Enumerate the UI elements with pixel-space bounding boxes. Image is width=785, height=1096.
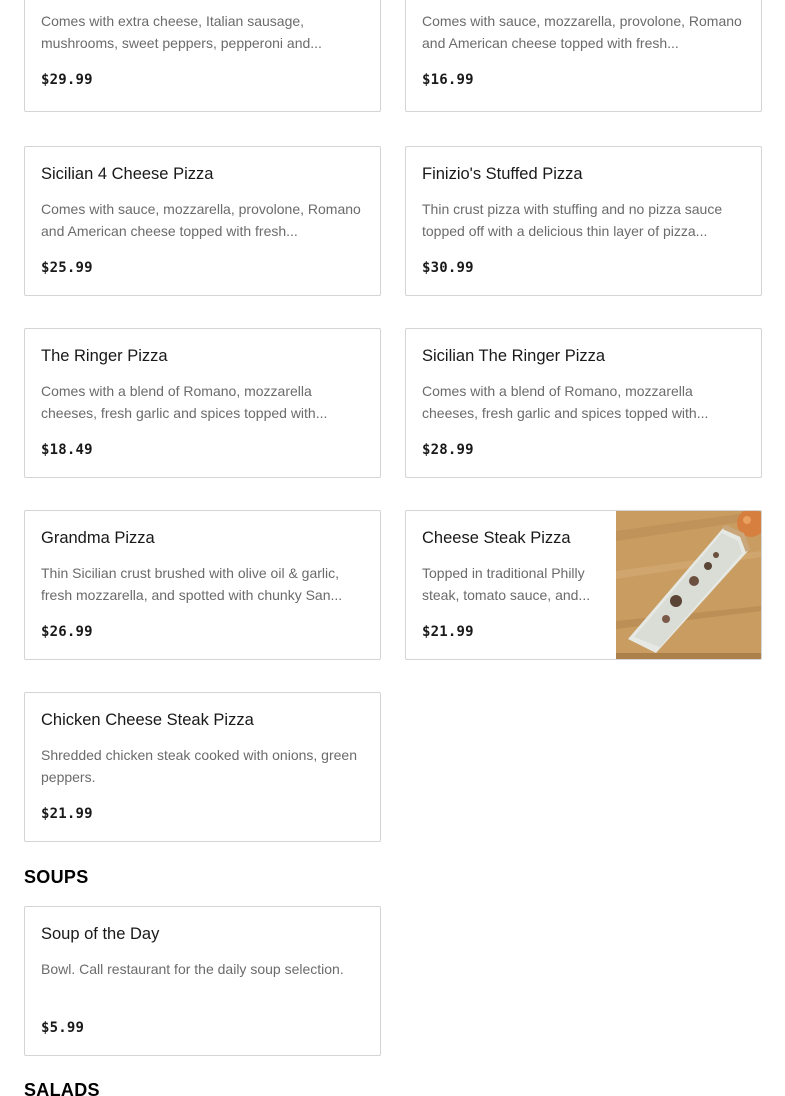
- menu-item-name: The Ringer Pizza: [41, 347, 168, 365]
- menu-item-photo: [616, 511, 761, 659]
- menu-item-card[interactable]: [405, 146, 762, 296]
- menu-item-card[interactable]: [24, 146, 381, 296]
- menu-item-name: Chicken Cheese Steak Pizza: [41, 711, 254, 729]
- pizza-slice-image: [616, 511, 761, 660]
- menu-item-text: [41, 0, 364, 111]
- menu-item-description: Comes with extra cheese, Italian sausage, mushrooms, sweet peppers, pepperoni and...: [41, 13, 322, 51]
- menu-item-card[interactable]: [24, 692, 381, 842]
- menu-item-card[interactable]: [405, 510, 762, 660]
- menu-item-text: [422, 329, 745, 477]
- menu-item-text: [422, 511, 601, 659]
- menu-item-name: Sicilian The Ringer Pizza: [422, 347, 606, 365]
- menu-item-description: Comes with sauce, mozzarella, provolone, Romano and American cheese topped with fresh...: [422, 13, 742, 51]
- menu-item-description: Shredded chicken steak cooked with onions, green peppers.: [41, 747, 357, 785]
- menu-item-price: $18.49: [41, 442, 93, 458]
- menu-item-price: $28.99: [422, 442, 474, 458]
- menu-item-card[interactable]: [24, 906, 381, 1056]
- menu-item-price: $21.99: [422, 624, 474, 640]
- menu-item-text: [422, 0, 745, 111]
- menu-item-price: $5.99: [41, 1020, 85, 1036]
- menu-item-description: Topped in traditional Philly steak, tomato sauce, and...: [422, 565, 591, 603]
- menu-item-price: $29.99: [41, 72, 93, 88]
- menu-item-description: Comes with a blend of Romano, mozzarella cheeses, fresh garlic and spices topped with...: [422, 383, 709, 421]
- menu-item-text: [41, 511, 364, 659]
- menu-item-card[interactable]: [24, 0, 381, 112]
- menu-item-name: Soup of the Day: [41, 925, 160, 943]
- menu-item-price: $21.99: [41, 806, 93, 822]
- menu-item-name: Finizio's Stuffed Pizza: [422, 165, 583, 183]
- menu-item-name: Cheese Steak Pizza: [422, 529, 571, 547]
- menu-item-price: $30.99: [422, 260, 474, 276]
- menu-item-text: [41, 147, 364, 295]
- menu-item-price: $16.99: [422, 72, 474, 88]
- menu-item-text: [41, 693, 364, 841]
- menu-item-description: Comes with sauce, mozzarella, provolone, Romano and American cheese topped with fresh...: [41, 201, 361, 239]
- menu-item-description: Thin crust pizza with stuffing and no pizza sauce topped off with a delicious thin layer of pizza...: [422, 201, 723, 239]
- menu-item-card[interactable]: [24, 328, 381, 478]
- menu-item-description: Thin Sicilian crust brushed with olive oil & garlic, fresh mozzarella, and spotted with chunky San...: [41, 565, 343, 603]
- menu-item-text: [41, 907, 364, 1055]
- menu-item-name: Sicilian 4 Cheese Pizza: [41, 165, 214, 183]
- menu-item-price: $25.99: [41, 260, 93, 276]
- menu-item-text: [41, 329, 364, 477]
- section-title-soups: SOUPS: [24, 867, 89, 887]
- menu-item-price: $26.99: [41, 624, 93, 640]
- menu-item-card[interactable]: [405, 0, 762, 112]
- menu-item-card[interactable]: [405, 328, 762, 478]
- menu-item-description: Bowl. Call restaurant for the daily soup selection.: [41, 961, 344, 977]
- menu-item-name: Grandma Pizza: [41, 529, 155, 547]
- menu-item-description: Comes with a blend of Romano, mozzarella cheeses, fresh garlic and spices topped with...: [41, 383, 328, 421]
- menu-item-card[interactable]: [24, 510, 381, 660]
- section-title-salads: SALADS: [24, 1080, 100, 1096]
- menu-item-text: [422, 147, 745, 295]
